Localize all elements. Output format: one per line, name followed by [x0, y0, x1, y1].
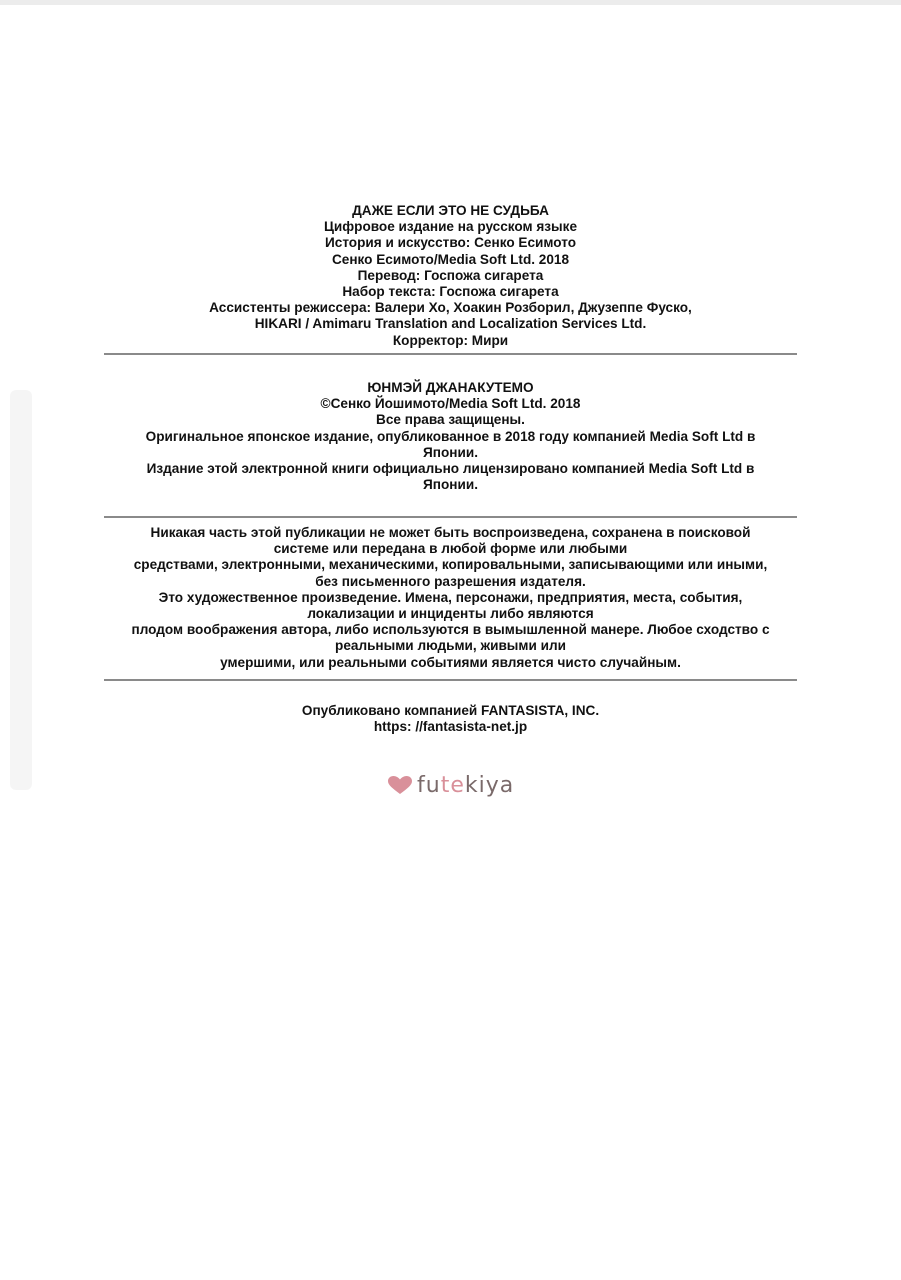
- divider: [104, 353, 797, 355]
- publisher-block: [104, 703, 797, 735]
- legal-line: Никакая часть этой публикации не может быть воспроизведена, сохранена в поисковой: [150, 525, 751, 540]
- copyright-line: Сенко Есимото/Media Soft Ltd. 2018: [331, 251, 570, 267]
- legal-line: средствами, электронными, механическими, копировальными, записывающими или иными,: [133, 557, 768, 573]
- credits-block: [104, 203, 797, 349]
- proofreader-line: Корректор: Мири: [392, 332, 509, 348]
- watermark-icon: [6, 390, 36, 790]
- legal-line: Это художественное произведение. Имена, персонажи, предприятия, места, события,: [158, 589, 743, 605]
- license-line: Издание этой электронной книги официально лицензировано компанией Media Soft Ltd в: [146, 461, 755, 477]
- license-line-2: Японии.: [423, 477, 478, 493]
- futekiya-logo: [387, 768, 527, 802]
- heart-icon: [387, 775, 413, 795]
- legal-line: без письменного разрешения издателя.: [315, 573, 586, 589]
- logo-text-end: kiya: [464, 772, 515, 798]
- logo-text: [417, 773, 514, 798]
- heart-shape: [388, 776, 412, 794]
- logo-text-start: fu: [417, 772, 441, 798]
- legal-line: умершими, или реальными событиями является чисто случайным.: [220, 654, 681, 670]
- translation-line: Перевод: Госпожа сигарета: [357, 267, 544, 283]
- copyright-notice: ©Сенко Йошимото/Media Soft Ltd. 2018: [320, 396, 581, 412]
- story-art-line: История и искусство: Сенко Есимото: [324, 235, 577, 251]
- legal-line: плодом воображения автора, либо используются в вымышленной манере. Любое сходство с: [131, 622, 770, 638]
- original-edition-line-2: Японии.: [423, 444, 478, 460]
- logo-text-accent: te: [440, 772, 465, 798]
- book-title: ДАЖЕ ЕСЛИ ЭТО НЕ СУДЬБА: [352, 203, 549, 218]
- publisher-url: https: //fantasista-net.jp: [373, 719, 528, 735]
- assistants-line-2: HIKARI / Amimaru Translation and Localization Services Ltd.: [254, 316, 647, 332]
- top-edge-strip: [0, 0, 901, 5]
- typesetting-line: Набор текста: Госпожа сигарета: [342, 284, 559, 300]
- legal-line: системе или передана в любой форме или любыми: [273, 541, 628, 557]
- divider: [104, 516, 797, 518]
- rights-reserved: Все права защищены.: [376, 412, 525, 428]
- legal-block: [116, 525, 785, 671]
- edition-line: Цифровое издание на русском языке: [323, 219, 578, 235]
- original-edition-line: Оригинальное японское издание, опубликованное в 2018 году компанией Media Soft Ltd в: [145, 428, 756, 444]
- divider: [104, 679, 797, 681]
- rights-block: [104, 380, 797, 493]
- original-title: ЮНМЭЙ ДЖАНАКУТЕМО: [367, 380, 534, 395]
- legal-line: реальными людьми, живыми или: [335, 638, 566, 654]
- legal-line: локализации и инциденты либо являются: [307, 606, 594, 622]
- publisher-line: Опубликовано компанией FANTASISTA, INC.: [301, 703, 600, 718]
- assistants-line: Ассистенты режиссера: Валери Хо, Хоакин Розборил, Джузеппе Фуско,: [209, 300, 692, 316]
